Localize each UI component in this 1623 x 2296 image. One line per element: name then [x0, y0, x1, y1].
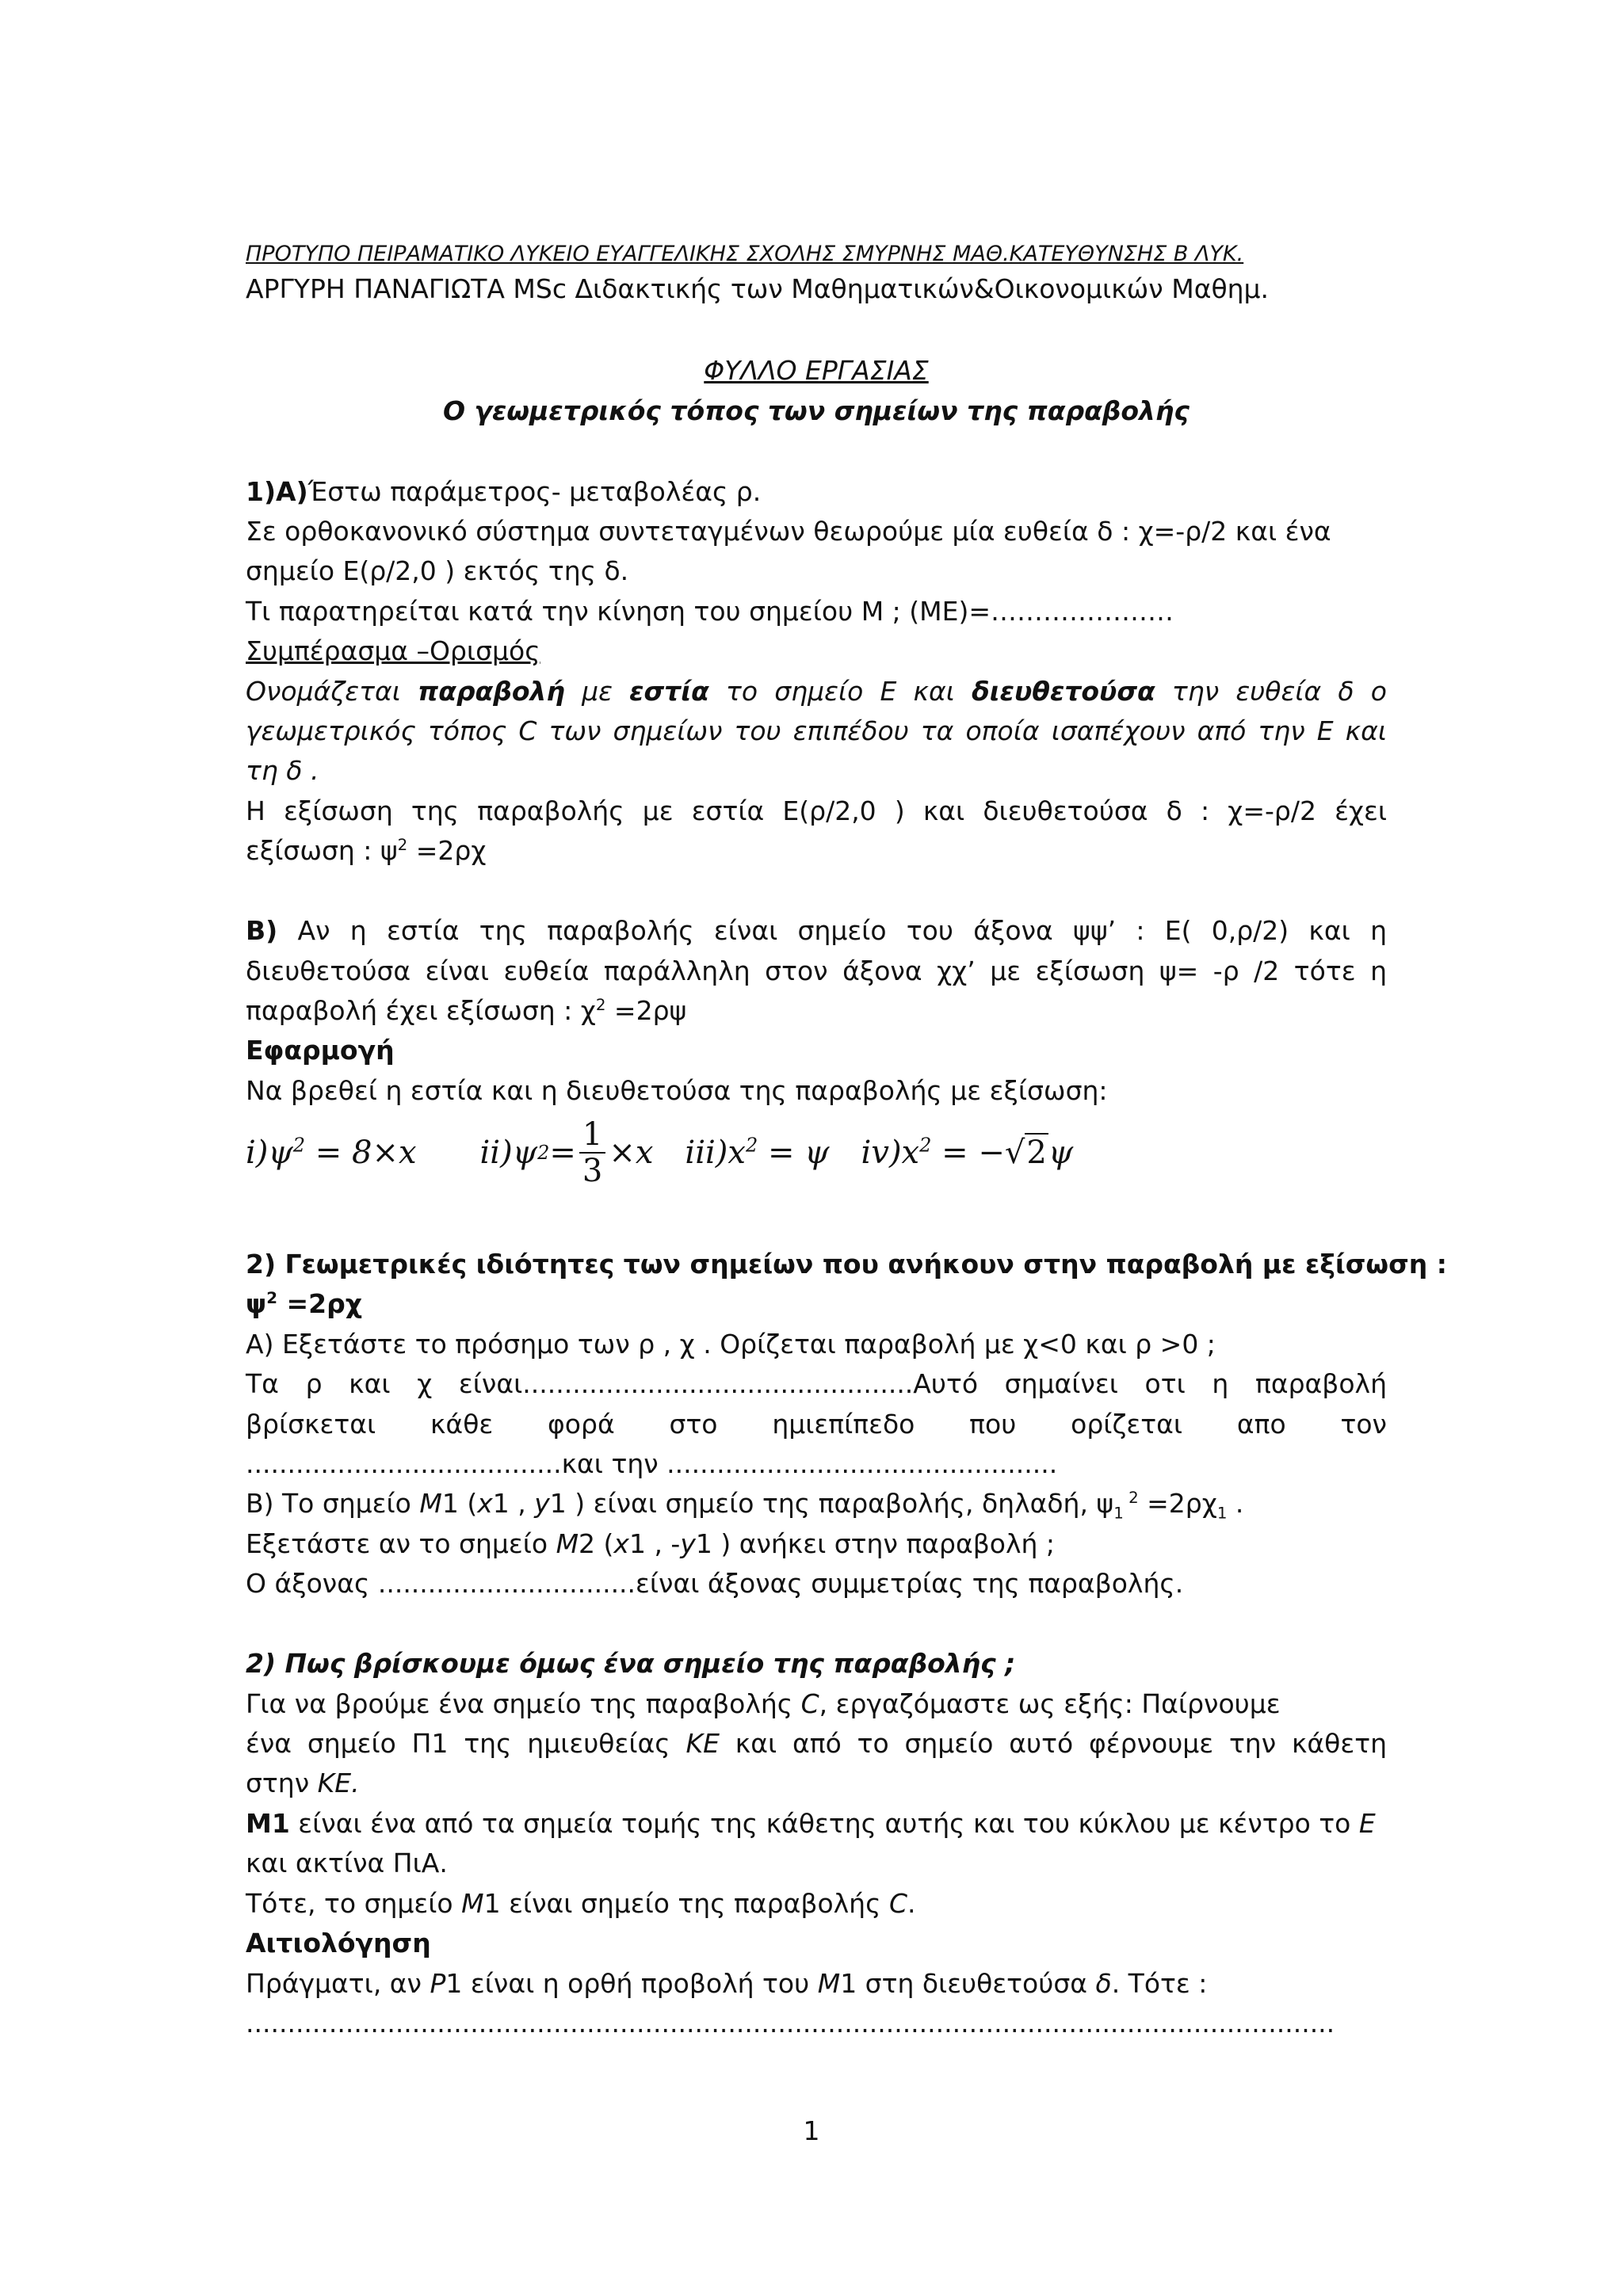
- section3-line7: Πράγματι, αν Ρ1 είναι η ορθή προβολή του Μ1 στη διευθετούσα δ. Τότε :: [246, 1968, 1208, 1999]
- section2-a-line3: βρίσκεται κάθε φορά στο ημιεπίπεδο που ορίζεται απο τον: [246, 1409, 1387, 1440]
- school-header: [246, 235, 1387, 274]
- section1-line4: Τι παρατηρείται κατά την κίνηση του σημείου Μ ; (ΜΕ)=…………………: [246, 596, 1174, 627]
- equation-3: $iii)x^2 = \psi$: [685, 1134, 830, 1171]
- section1-line3: σημείο Ε(ρ/2,0 ) εκτός της δ.: [246, 555, 629, 586]
- sectionB-line1: Β) Αν η εστία της παραβολής είναι σημείο του άξονα ψψ’ : Ε( 0,ρ/2) και η: [246, 915, 1387, 946]
- term-parabola: παραβολή: [418, 676, 565, 707]
- application-equations: [246, 1109, 1387, 1196]
- section1-intro: 1)Α)Έστω παράμετρος- μεταβολέας ρ.: [246, 476, 762, 507]
- page-number: 1: [803, 2115, 820, 2146]
- sectionB-line3: παραβολή έχει εξίσωση : $\chi^2 =2\rho\psi$: [246, 995, 687, 1026]
- section3-line4: Μ1 είναι ένα από τα σημεία τομής της κάθετης αυτής και του κύκλου με κέντρο το Ε: [246, 1808, 1376, 1839]
- definition-line2: γεωμετρικός τόπος C των σημείων του επιπέδου τα οποία ισαπέχουν από την Ε και: [246, 715, 1387, 746]
- section2-a-line4: ......................................και την ...............................................: [246, 1448, 1058, 1479]
- equation-4: $iv)x^2 = -√2\psi$: [861, 1134, 1074, 1171]
- section2-heading-line2: $\psi^2 =2\rho\chi$: [246, 1288, 362, 1319]
- section2-b-line1: Β) Το σημείο Μ1 (x1 , y1 ) είναι σημείο της παραβολής, δηλαδή, $\psi_1$ $^2 =2\rho\chi_1$ .: [246, 1488, 1244, 1523]
- application-text: Να βρεθεί η εστία και η διευθετούσα της παραβολής με εξίσωση:: [246, 1075, 1108, 1106]
- definition-line3: τη δ .: [246, 755, 319, 786]
- equation-2: ii)ψ 2 = $\frac{1}{3}$ ×x: [479, 1116, 654, 1189]
- application-heading: Εφαρμογή: [246, 1035, 395, 1066]
- section3-line2: ένα σημείο Π1 της ημιευθείας ΚΕ και από το σημείο αυτό φέρνουμε την κάθετη: [246, 1728, 1387, 1759]
- section2-b-line2: Εξετάστε αν το σημείο Μ2 (x1 , -y1 ) ανήκει στην παραβολή ;: [246, 1528, 1055, 1559]
- section2-b-line3: Ο άξονας ...............................είναι άξονας συμμετρίας της παραβολής.: [246, 1568, 1184, 1599]
- school-line: ΠΡΟΤΥΠΟ ΠΕΙΡΑΜΑΤΙΚΟ ΛΥΚΕΙΟ ΕΥΑΓΓΕΛΙΚΗΣ ΣΧΟΛΗΣ ΣΜΥΡΝΗΣ ΜΑΘ.ΚΑΤΕΥΘΥΝΣΗΣ Β ΛΥΚ.: [246, 242, 1244, 266]
- worksheet-title: ΦΥΛΛΟ ΕΡΓΑΣΙΑΣ: [704, 355, 929, 386]
- section3-line5: και ακτίνα ΠιΑ.: [246, 1848, 448, 1878]
- term-focus: εστία: [629, 676, 709, 707]
- equation-text-line2: εξίσωση : $\psi^2 =2\rho\chi$: [246, 835, 487, 866]
- section2-heading-line1: 2) Γεωμετρικές ιδιότητες των σημείων που ανήκουν στην παραβολή με εξίσωση :: [246, 1249, 1447, 1280]
- section3-line6: Τότε, το σημείο Μ1 είναι σημείο της παραβολής C.: [246, 1888, 916, 1919]
- section2-a-line1: Α) Εξετάστε το πρόσημο των ρ , χ . Ορίζεται παραβολή με χ<0 και ρ >0 ;: [246, 1329, 1216, 1360]
- section3-dotted-line: ...................................................................................................................................: [246, 2008, 1335, 2039]
- author-line: ΑΡΓΥΡΗ ΠΑΝΑΓΙΩΤΑ MSc Διδακτικής των Μαθηματικών&Οικονομικών Μαθημ.: [246, 273, 1270, 304]
- justification-heading: Αιτιολόγηση: [246, 1928, 431, 1958]
- section3-heading: 2) Πως βρίσκουμε όμως ένα σημείο της παραβολής ;: [246, 1648, 1016, 1679]
- fraction-one-third: $\frac{1}{3}$: [579, 1117, 605, 1188]
- sectionB-line2: διευθετούσα είναι ευθεία παράλληλη στον άξονα χχ’ με εξίσωση ψ= -ρ /2 τότε η: [246, 955, 1387, 986]
- section3-line1: Για να βρούμε ένα σημείο της παραβολής C, εργαζόμαστε ως εξής: Παίρνουμε: [246, 1688, 1281, 1719]
- conclusion-heading: Συμπέρασμα –Ορισμός: [246, 635, 540, 666]
- worksheet-subtitle: Ο γεωμετρικός τόπος των σημείων της παραβολής: [443, 395, 1190, 426]
- equation-text-line1: Η εξίσωση της παραβολής με εστία Ε(ρ/2,0 ) και διευθετούσα δ : χ=-ρ/2 έχει: [246, 795, 1387, 826]
- equation-1: $i)\psi^2 = 8\times x$: [246, 1134, 417, 1171]
- definition-line1: Ονομάζεται παραβολή με εστία το σημείο Ε και διευθετούσα την ευθεία δ ο: [246, 676, 1387, 707]
- section2-a-line2: Τα ρ και χ είναι...............................................Αυτό σημαίνει οτι η παραβολή: [246, 1368, 1387, 1399]
- section3-line3: στην ΚΕ.: [246, 1768, 360, 1798]
- term-directrix: διευθετούσα: [972, 676, 1155, 707]
- square-root: √2: [1004, 1135, 1047, 1171]
- section1-line2: Σε ορθοκανονικό σύστημα συντεταγμένων θεωρούμε μία ευθεία δ : χ=-ρ/2 και ένα: [246, 516, 1331, 547]
